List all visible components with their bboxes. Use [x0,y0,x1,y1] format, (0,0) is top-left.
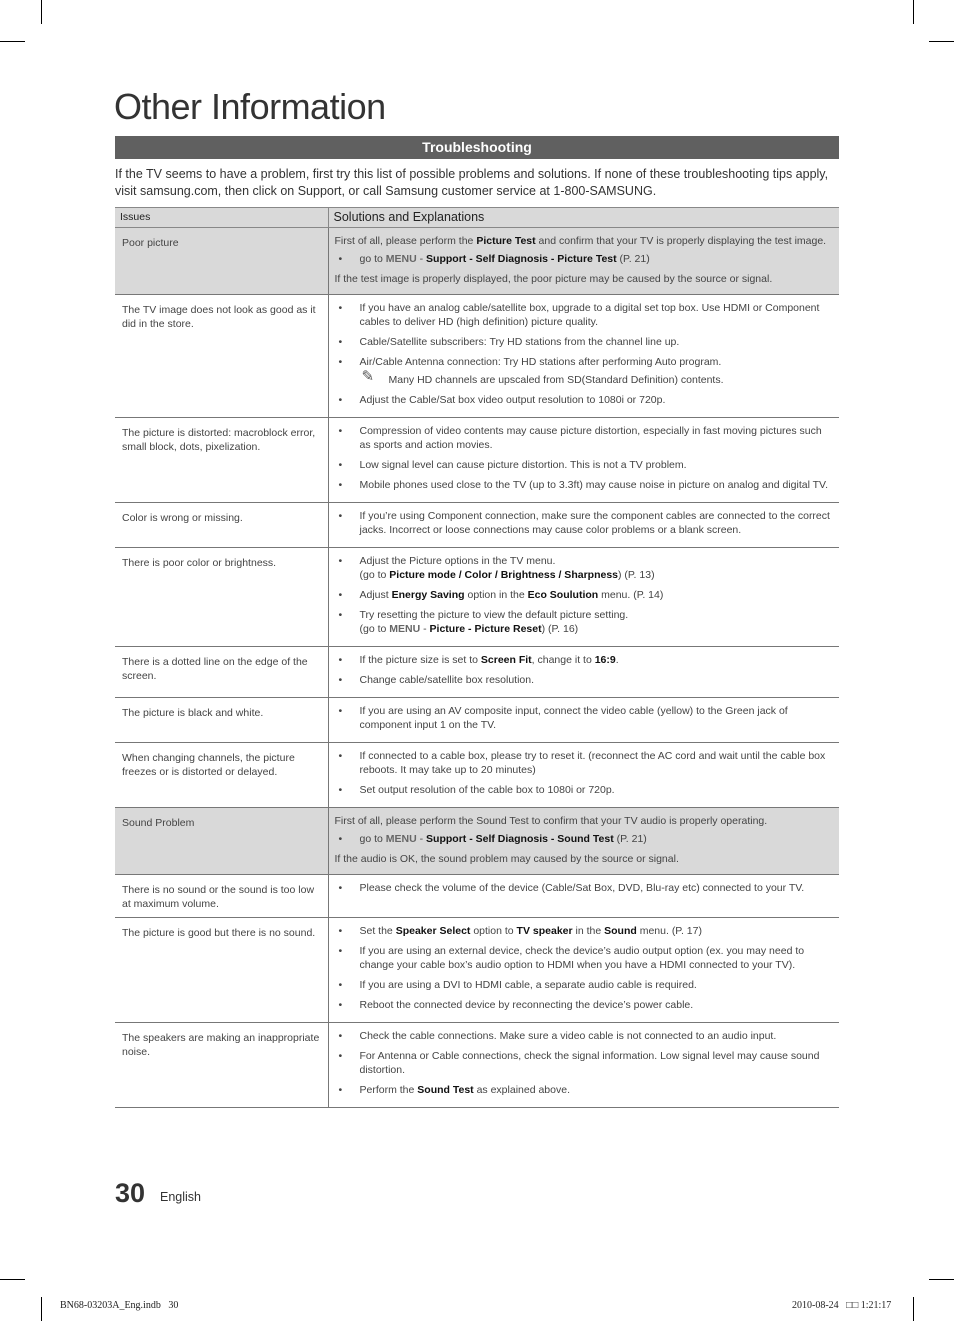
solution-list [335,749,834,797]
table-row [115,1023,839,1108]
solution-list [335,252,834,266]
text-run: Set output resolution of the cable box to 1080i or 720p. [359,784,615,796]
table-row [115,418,839,503]
solution-bullet [335,424,834,452]
solution-cell [328,503,839,548]
text-run: If the test image is properly displayed, the poor picture may be caused by the source or signal. [334,273,773,285]
text-run: Adjust the Picture options in the TV menu. [359,555,556,567]
solution-cell [328,548,839,647]
crop-mark [0,1279,25,1280]
issue-cell: Color is wrong or missing. [115,503,328,548]
crop-mark [41,1297,42,1321]
solution-cell [328,875,839,918]
table-row [115,698,839,743]
crop-mark [929,1279,954,1280]
bold-term: 16:9 [594,654,616,666]
issue-cell: There is no sound or the sound is too low at maximum volume. [115,875,328,918]
solution-bullet [335,924,834,938]
solution-list [335,301,834,407]
table-row [115,743,839,808]
solution-bullet [335,749,834,777]
text-run: Please check the volume of the device (Cable/Sat Box, DVD, Blu-ray etc) connected to your TV. [359,882,805,894]
text-run: (go to [359,623,390,635]
table-row [115,295,839,418]
solution-cell [328,743,839,808]
solution-bullet [335,881,834,895]
issue-cell: There is a dotted line on the edge of the screen. [115,647,328,698]
text-run: (go to [359,569,390,581]
page-language: English [160,1190,201,1204]
issue-cell: The speakers are making an inappropriate noise. [115,1023,328,1108]
issue-cell: Poor picture [115,228,328,295]
solution-list [335,924,834,1012]
intro-paragraph: If the TV seems to have a problem, first try this list of possible problems and solutions. If none of these troubleshooting tips apply, visit samsung.com, then click on Support, or call Samsung customer service at 1-800-SAMSUNG. [115,167,829,198]
issue-cell: When changing channels, the picture freezes or is distorted or delayed. [115,743,328,808]
text-run: If you are using an external device, check the device’s audio output option (ex. you may need to change your cable box’s audio option to HDMI when you have a HDMI connected to your TV). [359,945,805,971]
crop-mark [41,0,42,24]
solution-list [335,1029,834,1097]
crop-mark [913,1297,914,1321]
text-run: go to [359,253,386,265]
table-row [115,228,839,295]
text-run: Perform the [359,1084,418,1096]
text-run: Air/Cable Antenna connection: Try HD stations after performing Auto program. [359,356,722,368]
solution-lead [335,234,834,248]
solution-cell [328,647,839,698]
text-run: (P. 21) [613,833,647,845]
text-run: in the [572,925,605,937]
text-run: Reboot the connected device by reconnecting the device’s power cable. [359,999,694,1011]
text-run: as explained above. [473,1084,570,1096]
text-run: Compression of video contents may cause picture distortion, especially in fast moving pictures such as sports and action movies. [359,425,822,451]
text-run: Adjust the Cable/Sat box video output resolution to 1080i or 720p. [359,394,666,406]
bold-term: Picture mode / Color / Brightness / Sharpness [389,569,618,581]
text-run: ) (P. 13) [618,569,655,581]
issue-cell: The picture is distorted: macroblock error, small block, dots, pixelization. [115,418,328,503]
table-row [115,503,839,548]
text-run: If the picture size is set to [359,654,481,666]
bold-term: TV speaker [516,925,573,937]
issue-cell: The picture is good but there is no sound. [115,918,328,1023]
solution-list [335,704,834,732]
text-run: For Antenna or Cable connections, check the signal information. Low signal level may cause sound distortion. [359,1050,820,1076]
solution-bullet [335,832,834,846]
crop-mark [0,41,25,42]
text-run: . [615,654,619,666]
pencil-note-icon: ✎ [361,368,375,385]
table-header-row [115,208,839,228]
crop-mark [913,0,914,24]
solution-bullet [335,653,834,667]
text-run: menu. (P. 14) [598,589,664,601]
solution-bullet [335,944,834,972]
text-run: - [420,623,430,635]
table-row [115,808,839,875]
text-run: Check the cable connections. Make sure a video cable is not connected to an audio input. [359,1030,777,1042]
solution-bullet [335,704,834,732]
solution-bullet [335,355,834,369]
table-body [115,228,839,1108]
text-run: If connected to a cable box, please try to reset it. (reconnect the AC cord and wait until the cable box reboots. It may take up to 20 minutes) [359,750,826,776]
text-run: If the audio is OK, the sound problem may caused by the source or signal. [334,853,679,865]
solution-trail [335,852,834,866]
bold-term: Sound [604,925,637,937]
solution-list [335,424,834,492]
solution-cell [328,1023,839,1108]
solution-list [335,832,834,846]
bold-term: Support - Self Diagnosis - Sound Test [426,833,614,845]
crop-mark [929,41,954,42]
print-date-info: 2010-08-24 □□ 1:21:17 [792,1300,892,1311]
issue-cell: The TV image does not look as good as it did in the store. [115,295,328,418]
section-title-bar: Troubleshooting [115,136,839,159]
bold-term: Eco Soulution [527,589,599,601]
solution-list [335,653,834,687]
text-run: Low signal level can cause picture distortion. This is not a TV problem. [359,459,687,471]
table-row [115,548,839,647]
solution-bullet [335,783,834,797]
solution-bullet [335,608,834,636]
solution-bullet [335,1083,834,1097]
solution-bullet [335,1029,834,1043]
text-run: Cable/Satellite subscribers: Try HD stations from the channel line up. [359,336,680,348]
table-row [115,647,839,698]
menu-keyword: MENU [385,833,417,845]
bold-term: Speaker Select [395,925,471,937]
text-run: Adjust [359,589,392,601]
solution-bullet [335,978,834,992]
solution-lead [335,814,834,828]
text-run: If you are using a DVI to HDMI cable, a separate audio cable is required. [359,979,697,991]
solution-list [335,509,834,537]
text-run: - [416,833,427,845]
text-run: Try resetting the picture to view the default picture setting. [359,609,629,621]
solution-list [335,881,834,895]
solution-cell [328,228,839,295]
solution-bullet [335,588,834,602]
text-run: (P. 21) [616,253,650,265]
header-solutions: Solutions and Explanations [328,208,839,228]
table-row [115,918,839,1023]
bold-term: Picture Test [476,235,536,247]
solution-trail [335,272,834,286]
header-issues: Issues [115,208,328,228]
solution-cell [328,808,839,875]
issue-cell: Sound Problem [115,808,328,875]
solution-bullet [335,509,834,537]
bold-term: Picture - Picture Reset [429,623,542,635]
solution-cell [328,418,839,503]
text-run: If you are using an AV composite input, connect the video cable (yellow) to the Green jack of component input 1 on the TV. [359,705,788,731]
solution-bullet [335,252,834,266]
text-run: and confirm that your TV is properly displaying the test image. [535,235,827,247]
text-run: Set the [359,925,396,937]
solution-list [335,554,834,636]
solution-cell [328,698,839,743]
bold-term: Screen Fit [480,654,532,666]
text-run: option in the [464,589,528,601]
solution-bullet [335,998,834,1012]
solution-bullet [335,458,834,472]
troubleshooting-table [115,207,839,1108]
solution-cell [328,918,839,1023]
issue-cell: There is poor color or brightness. [115,548,328,647]
text-run: go to [359,833,386,845]
text-run: First of all, please perform the [334,235,477,247]
text-run: Mobile phones used close to the TV (up to 3.3ft) may cause noise in picture on analog and digital TV. [359,479,829,491]
print-file-info: BN68-03203A_Eng.indb 30 [60,1300,179,1311]
solution-note [335,368,834,387]
table-row [115,875,839,918]
solution-bullet [335,393,834,407]
text-run: If you’re using Component connection, make sure the component cables are connected to the correct jacks. Incorrect or loose connections may cause color problems or a blank screen. [359,510,830,536]
bold-term: Sound Test [417,1084,474,1096]
bold-term: Energy Saving [391,589,465,601]
page-title: Other Information [114,86,386,127]
menu-keyword: MENU [385,253,417,265]
issue-cell: The picture is black and white. [115,698,328,743]
text-run: - [416,253,427,265]
solution-bullet [335,335,834,349]
text-run: Many HD channels are upscaled from SD(Standard Definition) contents. [388,374,724,386]
solution-bullet [335,301,834,329]
text-run: First of all, please perform the Sound Test to confirm that your TV audio is properly operating. [334,815,768,827]
text-run: menu. (P. 17) [636,925,702,937]
text-run: Change cable/satellite box resolution. [359,674,535,686]
text-run: ) (P. 16) [541,623,579,635]
text-run: If you have an analog cable/satellite box, upgrade to a digital set top box. Use HDMI or Component cables to deliver HD (high definition) picture quality. [359,302,820,328]
solution-bullet [335,1049,834,1077]
solution-bullet [335,478,834,492]
page-number: 30 [115,1178,146,1208]
bold-term: Support - Self Diagnosis - Picture Test [426,253,617,265]
solution-cell [328,295,839,418]
solution-bullet [335,554,834,582]
menu-keyword: MENU [389,623,421,635]
solution-bullet [335,673,834,687]
text-run: option to [470,925,517,937]
text-run: , change it to [531,654,595,666]
